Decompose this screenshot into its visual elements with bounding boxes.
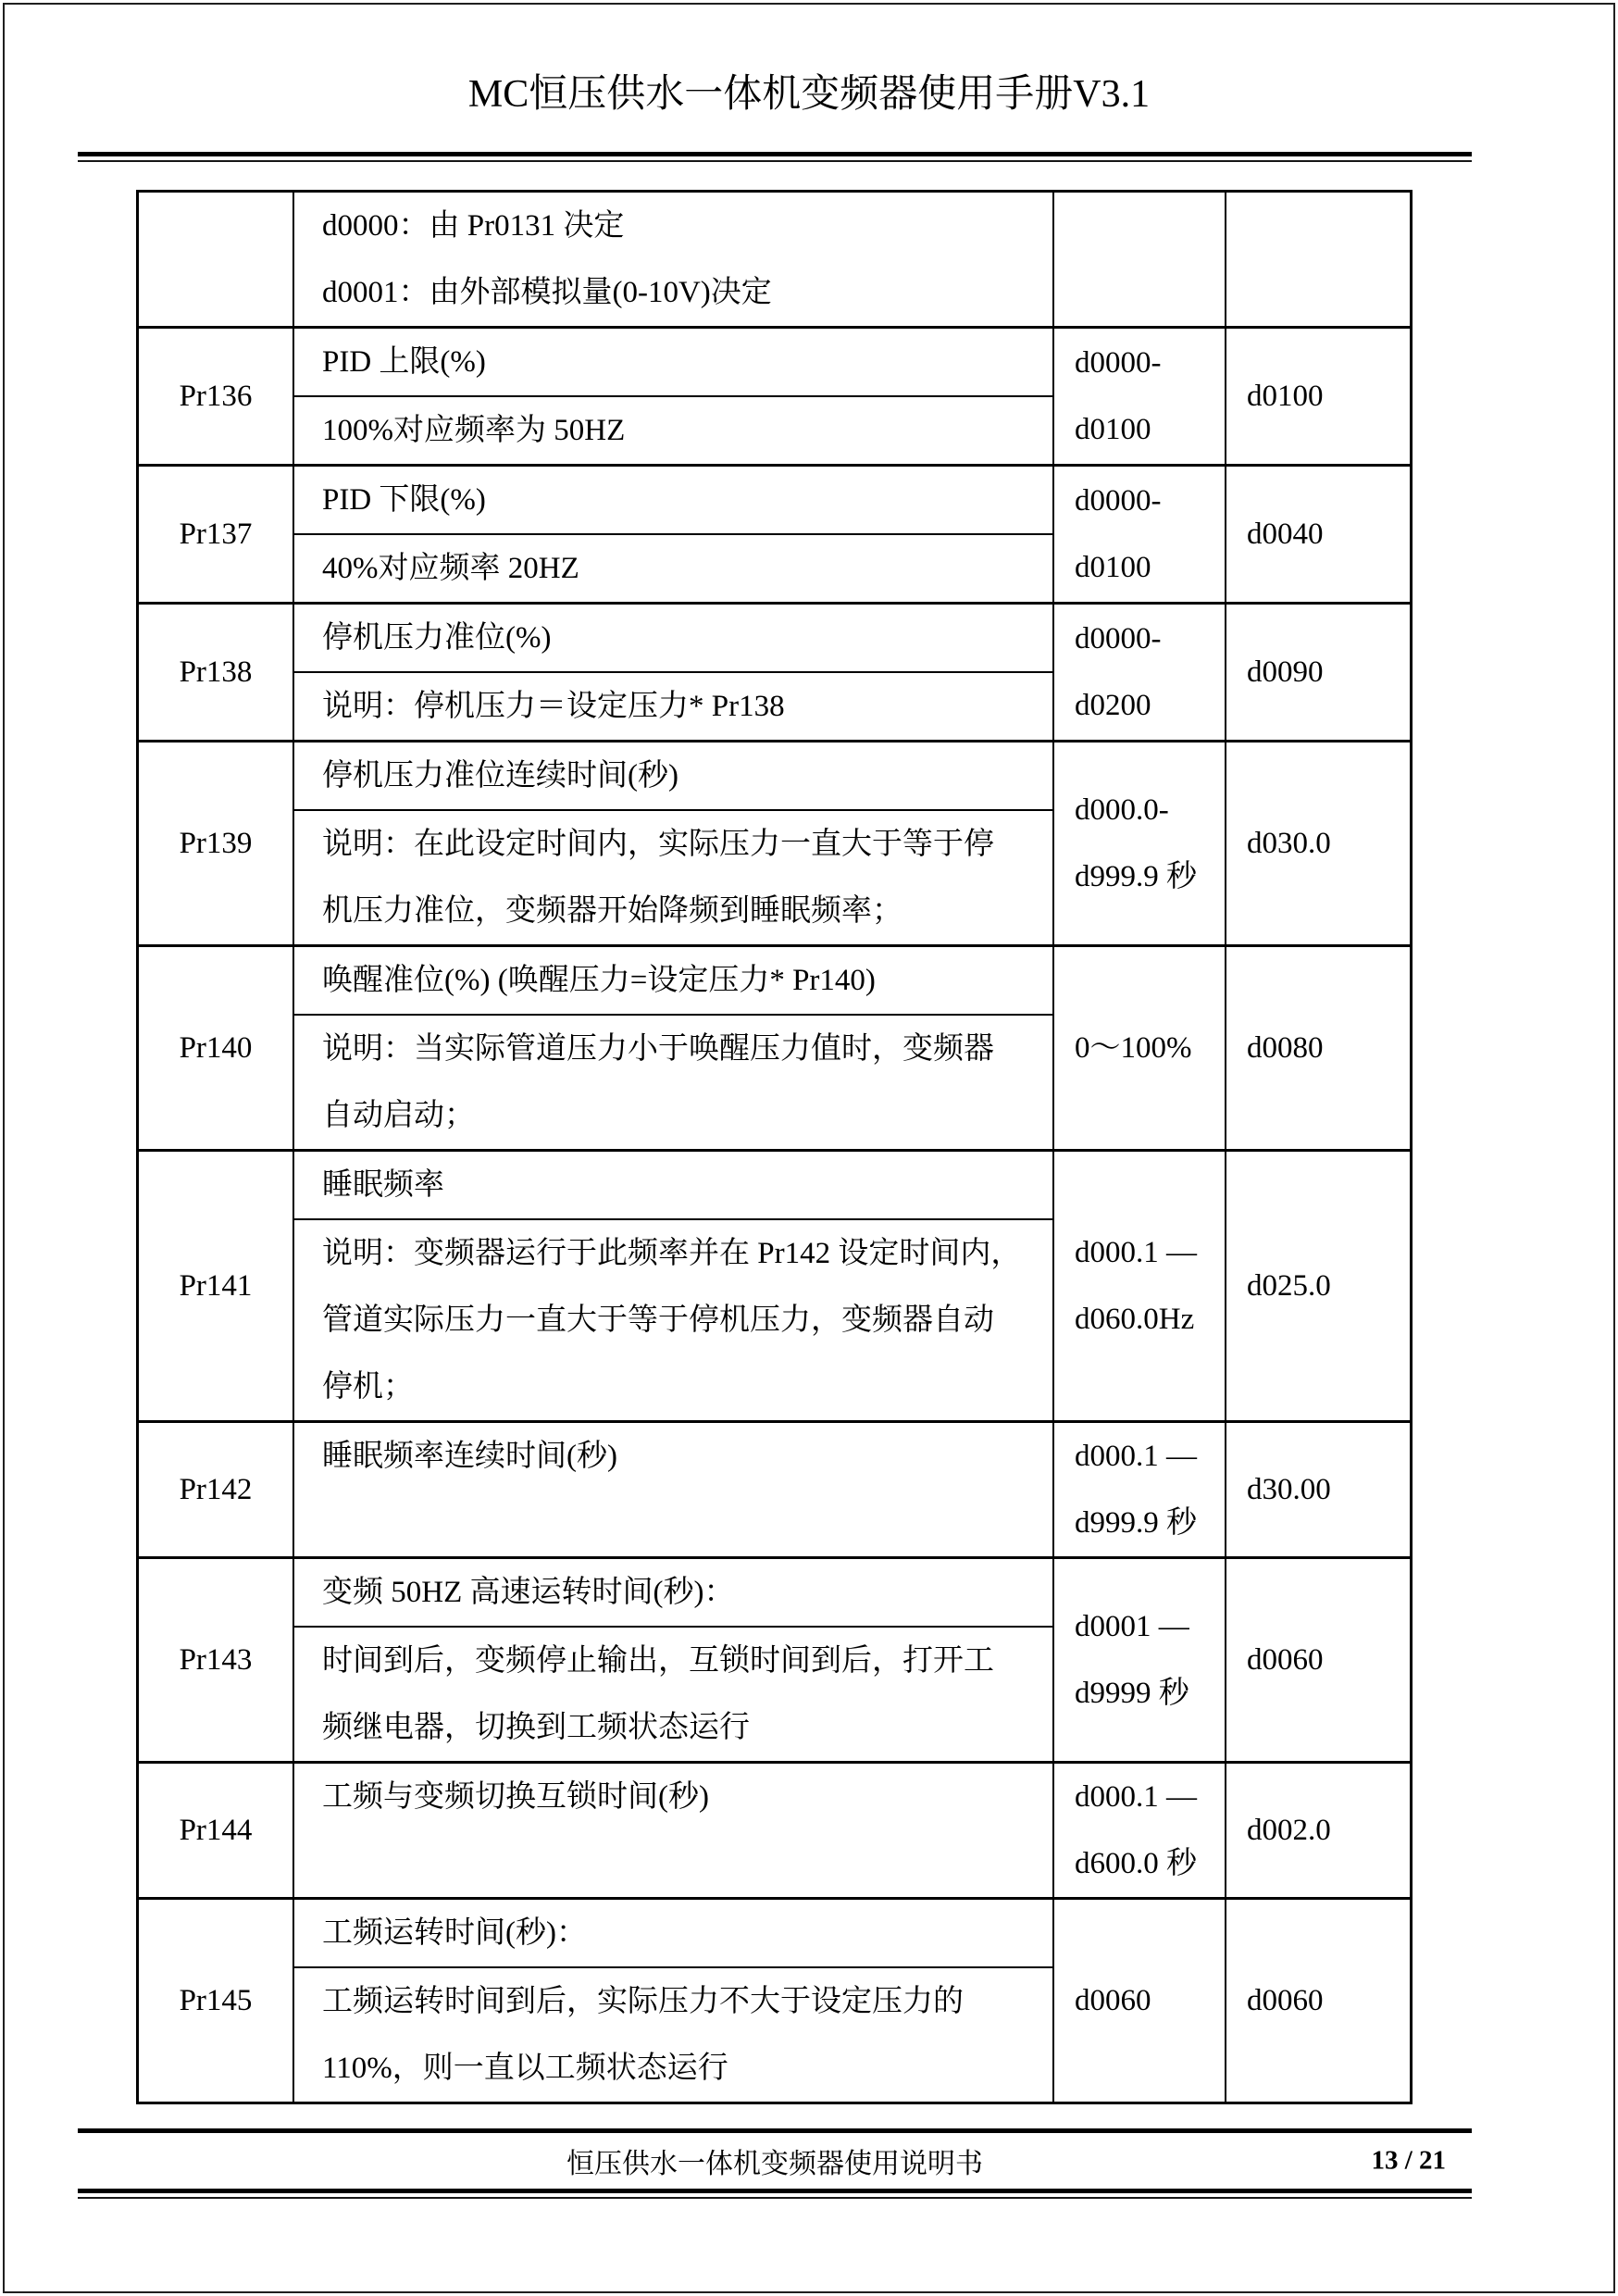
default-value-cell bbox=[1225, 329, 1410, 464]
range-cell bbox=[1052, 605, 1225, 740]
text-line: d0100 bbox=[1075, 551, 1151, 584]
table-row bbox=[139, 1900, 1410, 2102]
description-segment bbox=[294, 671, 1052, 740]
description-segment bbox=[294, 809, 1052, 944]
param-cell: Pr140 bbox=[179, 1030, 253, 1065]
text-line: 时间到后，变频停止输出，互锁时间到后，打开工 bbox=[322, 1644, 994, 1678]
description-segment bbox=[294, 1559, 1052, 1626]
description-segment bbox=[294, 1764, 1052, 1830]
text-line: d000.1 — bbox=[1075, 1780, 1197, 1814]
text-line: d0001 — bbox=[1075, 1610, 1189, 1643]
description-segment bbox=[294, 947, 1052, 1014]
table-row bbox=[139, 605, 1410, 742]
text-line: d030.0 bbox=[1247, 827, 1331, 860]
header-rule-thin bbox=[78, 160, 1472, 162]
table-row bbox=[139, 193, 1410, 329]
text-line: PID 下限(%) bbox=[322, 483, 486, 517]
text-line: 停机压力准位连续时间(秒) bbox=[322, 759, 678, 792]
default-value-cell bbox=[1225, 1900, 1410, 2102]
text-line: d0100 bbox=[1075, 413, 1151, 446]
param-cell: Pr136 bbox=[179, 379, 253, 413]
footer-page-number: 13 / 21 bbox=[1371, 2145, 1446, 2176]
table-row bbox=[139, 1764, 1410, 1900]
text-line: 睡眠频率连续时间(秒) bbox=[322, 1440, 617, 1473]
description-cell bbox=[292, 193, 1052, 326]
range-cell bbox=[1052, 1764, 1225, 1897]
range-cell bbox=[1052, 193, 1225, 326]
text-line: 停机； bbox=[322, 1370, 414, 1404]
description-segment bbox=[294, 605, 1052, 671]
description-segment bbox=[294, 193, 1052, 326]
text-line: 工频与变频切换互锁时间(秒) bbox=[322, 1780, 709, 1814]
description-cell bbox=[292, 467, 1052, 602]
text-line: d000.0- bbox=[1075, 793, 1169, 827]
table-row bbox=[139, 742, 1410, 947]
param-cell: Pr141 bbox=[179, 1268, 253, 1303]
text-line: d999.9 秒 bbox=[1075, 860, 1197, 893]
param-cell: Pr145 bbox=[179, 1983, 253, 2017]
description-segment bbox=[294, 329, 1052, 395]
text-line: d0080 bbox=[1247, 1031, 1324, 1065]
description-segment bbox=[294, 1626, 1052, 1761]
default-value-cell bbox=[1225, 193, 1410, 326]
text-line: d30.00 bbox=[1247, 1473, 1331, 1506]
default-value-cell bbox=[1225, 1152, 1410, 1420]
text-line: d0100 bbox=[1247, 380, 1324, 413]
param-cell: Pr137 bbox=[179, 517, 253, 551]
description-segment bbox=[294, 1218, 1052, 1420]
text-line: 变频 50HZ 高速运转时间(秒)： bbox=[322, 1576, 735, 1609]
param-cell: Pr144 bbox=[179, 1813, 253, 1847]
text-line: d0060 bbox=[1247, 1984, 1324, 2017]
text-line: 110%，则一直以工频状态运行 bbox=[322, 2052, 728, 2085]
text-line: d0200 bbox=[1075, 689, 1151, 722]
text-line: d9999 秒 bbox=[1075, 1677, 1189, 1710]
text-line: d600.0 秒 bbox=[1075, 1847, 1197, 1880]
default-value-cell bbox=[1225, 1764, 1410, 1897]
default-value-cell bbox=[1225, 467, 1410, 602]
range-cell bbox=[1052, 467, 1225, 602]
text-line: PID 上限(%) bbox=[322, 345, 486, 379]
description-cell bbox=[292, 1900, 1052, 2102]
default-value-cell bbox=[1225, 742, 1410, 944]
footer-doc-title: 恒压供水一体机变频器使用说明书 bbox=[566, 2149, 983, 2179]
text-line: d0060 bbox=[1247, 1643, 1324, 1677]
text-line: d0001：由外部模拟量(0-10V)决定 bbox=[322, 276, 772, 309]
range-cell bbox=[1052, 1559, 1225, 1761]
range-cell bbox=[1052, 329, 1225, 464]
text-line: d0040 bbox=[1247, 518, 1324, 551]
text-line: d002.0 bbox=[1247, 1814, 1331, 1847]
description-segment bbox=[294, 742, 1052, 809]
text-line: d000.1 — bbox=[1075, 1440, 1197, 1473]
text-line: d025.0 bbox=[1247, 1269, 1331, 1303]
description-cell bbox=[292, 329, 1052, 464]
text-line: 0～100% bbox=[1075, 1031, 1192, 1065]
default-value-cell bbox=[1225, 1423, 1410, 1556]
text-line: d0000- bbox=[1075, 484, 1162, 518]
param-cell: Pr142 bbox=[179, 1472, 253, 1506]
text-line: d0000- bbox=[1075, 622, 1162, 655]
text-line: 唤醒准位(%) (唤醒压力=设定压力* Pr140) bbox=[322, 964, 876, 997]
header-rule bbox=[78, 152, 1472, 162]
text-line: d0090 bbox=[1247, 655, 1324, 689]
text-line: 说明：停机压力＝设定压力* Pr138 bbox=[322, 690, 785, 723]
param-cell: Pr138 bbox=[179, 655, 253, 689]
description-cell bbox=[292, 1764, 1052, 1897]
default-value-cell bbox=[1225, 1559, 1410, 1761]
text-line: 100%对应频率为 50HZ bbox=[322, 414, 626, 447]
footer-rule-thin bbox=[78, 2197, 1472, 2199]
text-line: d060.0Hz bbox=[1075, 1303, 1195, 1336]
param-cell: Pr143 bbox=[179, 1642, 253, 1677]
description-cell bbox=[292, 742, 1052, 944]
text-line: 机压力准位，变频器开始降频到睡眠频率； bbox=[322, 894, 902, 928]
description-segment bbox=[294, 1423, 1052, 1490]
description-cell bbox=[292, 605, 1052, 740]
default-value-cell bbox=[1225, 947, 1410, 1149]
text-line: 40%对应频率 20HZ bbox=[322, 552, 579, 585]
text-line: 说明：当实际管道压力小于唤醒压力值时，变频器 bbox=[322, 1032, 994, 1066]
description-segment bbox=[294, 533, 1052, 602]
range-cell bbox=[1052, 1423, 1225, 1556]
table-row bbox=[139, 1559, 1410, 1764]
description-segment bbox=[294, 1152, 1052, 1218]
page-title: MC恒压供水一体机变频器使用手册V3.1 bbox=[467, 73, 1151, 116]
table-row bbox=[139, 947, 1410, 1152]
text-line: d0000：由 Pr0131 决定 bbox=[322, 209, 625, 243]
description-segment bbox=[294, 1900, 1052, 1966]
text-line: 自动启动； bbox=[322, 1099, 475, 1132]
description-cell bbox=[292, 1423, 1052, 1556]
range-cell bbox=[1052, 742, 1225, 944]
description-cell bbox=[292, 1559, 1052, 1761]
description-segment bbox=[294, 1014, 1052, 1149]
text-line: 工频运转时间(秒)： bbox=[322, 1916, 587, 1950]
text-line: 频继电器，切换到工频状态运行 bbox=[322, 1711, 750, 1744]
text-line: 睡眠频率 bbox=[322, 1168, 444, 1202]
param-cell bbox=[139, 193, 292, 326]
text-line: d999.9 秒 bbox=[1075, 1506, 1197, 1540]
range-cell bbox=[1052, 947, 1225, 1149]
text-line: 说明：在此设定时间内，实际压力一直大于等于停 bbox=[322, 828, 994, 861]
range-cell bbox=[1052, 1900, 1225, 2102]
text-line: 管道实际压力一直大于等于停机压力，变频器自动 bbox=[322, 1304, 994, 1337]
text-line: d0000- bbox=[1075, 346, 1162, 380]
footer-rule bbox=[78, 2189, 1472, 2199]
range-cell bbox=[1052, 1152, 1225, 1420]
default-value-cell bbox=[1225, 605, 1410, 740]
footer bbox=[78, 2133, 1472, 2189]
description-segment bbox=[294, 467, 1052, 533]
param-cell: Pr139 bbox=[179, 826, 253, 860]
text-line: d000.1 — bbox=[1075, 1236, 1197, 1269]
table-row bbox=[139, 1152, 1410, 1423]
table-row bbox=[139, 467, 1410, 605]
text-line: 停机压力准位(%) bbox=[322, 621, 552, 655]
text-line: 说明：变频器运行于此频率并在 Pr142 设定时间内， bbox=[322, 1237, 1022, 1270]
description-segment bbox=[294, 1966, 1052, 2102]
table-row bbox=[139, 1423, 1410, 1559]
description-cell bbox=[292, 947, 1052, 1149]
description-segment bbox=[294, 395, 1052, 464]
text-line: d0060 bbox=[1075, 1984, 1151, 2017]
table-row bbox=[139, 329, 1410, 467]
parameter-table bbox=[136, 190, 1413, 2104]
text-line: 工频运转时间到后，实际压力不大于设定压力的 bbox=[322, 1985, 964, 2018]
description-cell bbox=[292, 1152, 1052, 1420]
